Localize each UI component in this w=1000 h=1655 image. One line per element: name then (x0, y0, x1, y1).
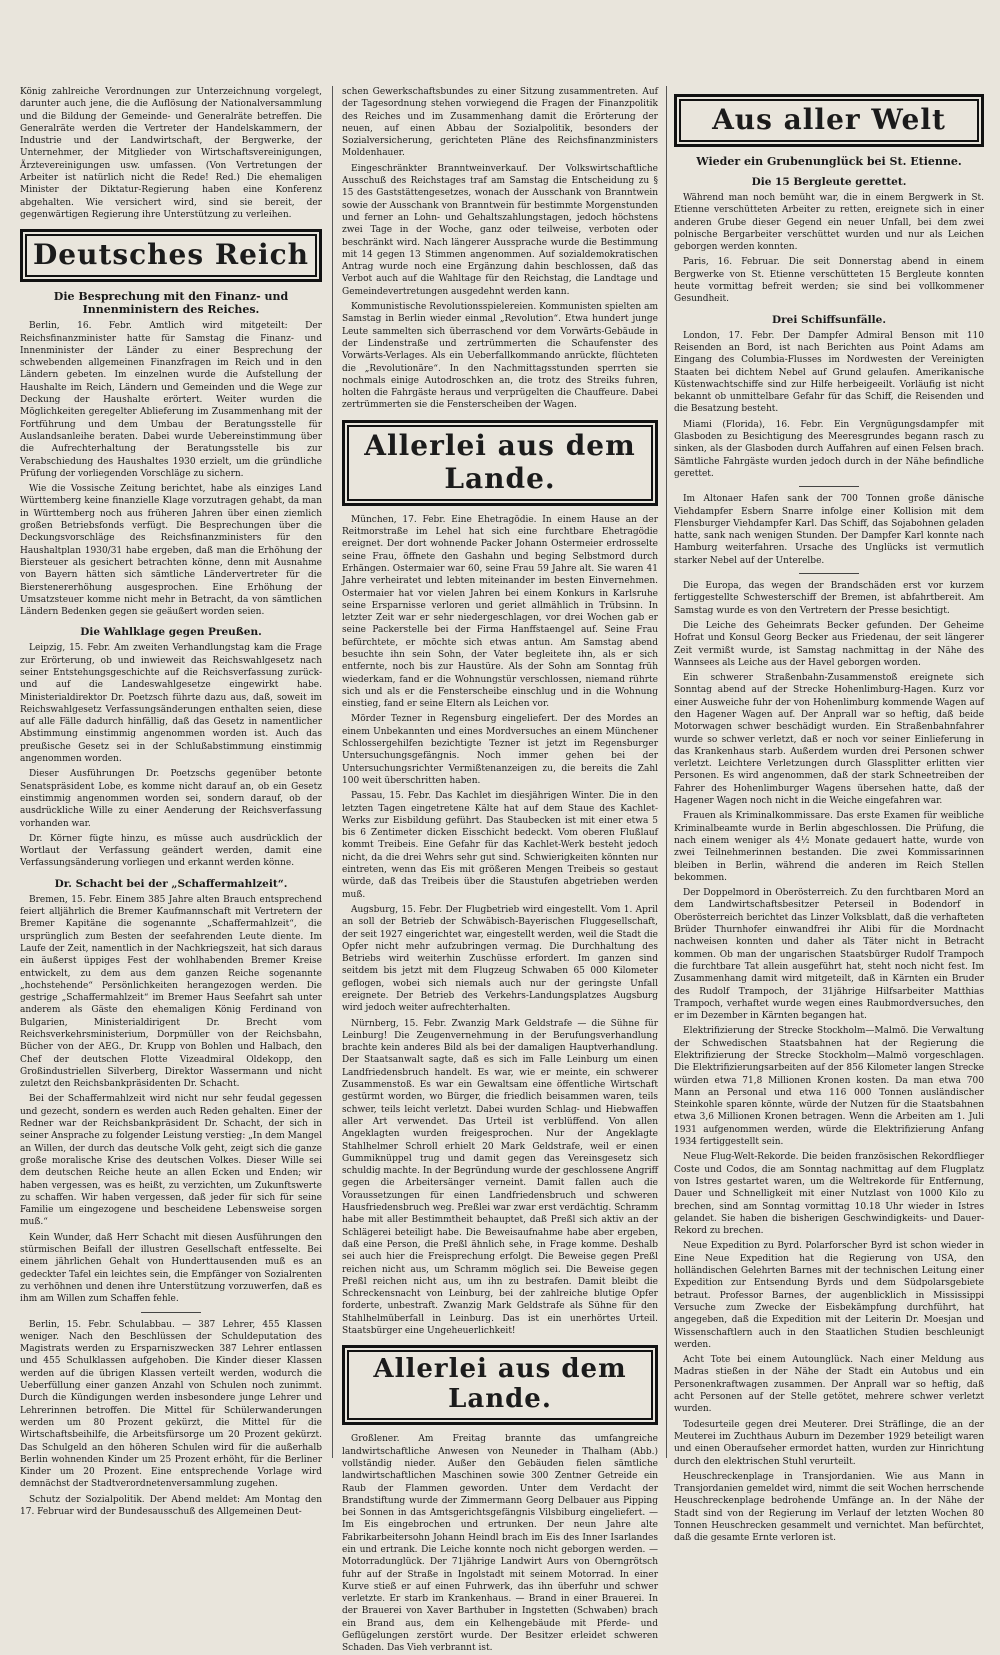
article-paragraph: Während man noch bemüht war, die in einem Bergwerk in St. Etienne verschütteten Arbeiter zu retten, ereignete sich in einer anderen Grube dieser Gegend ein neuer Unfall, bei dem zwei polnische Bergarbeiter verschüttet wurden und nur als Leichen geborgen werden konnten. (674, 193, 984, 253)
article-subheadline: Die 15 Bergleute gerettet. (751, 176, 907, 188)
article-paragraph: Paris, 16. Februar. Die seit Donnerstag abend in einem Bergwerke von St. Etienne verschütteten 15 Bergleute konnten heute vormittag befreit werden; sie sind bei vollkommener Gesundheit. (674, 257, 984, 305)
article-paragraph: Im Altonaer Hafen sank der 700 Tonnen große dänische Viehdampfer Esbern Snarre infolge einer Kollision mit dem Flensburger Viehdampfer Karl. Das Schiff, das Sojabohnen geladen hatte, sank nach wenigen Stunden. Der Dampfer Karl konnte nach Hamburg weiterfahren. Ursache des Unglücks ist vermutlich starker Nebel auf der Unterelbe. (674, 494, 984, 566)
article-paragraph: Ein schwerer Straßenbahn-Zusammenstoß ereignete sich Sonntag abend auf der Strecke Hohenlimburg-Hagen. Kurz vor einer Ausweiche fuhr der von Hohenlimburg kommende Wagen auf den Hagener Wagen auf. Der Anprall war so heftig, daß beide Motorwagen schwer beschädigt wurden. Ein Straßenbahnfahrer wurde so schwer verletzt, daß er noch vor seiner Einlieferung in das Krankenhaus starb. Außerdem wurden drei Personen schwer verletzt. Leichtere Verletzungen durch Glassplitter erlitten vier Personen. Es wird angenommen, daß der stark Schneetreiben der Fahrer des Hohenlimburger Wagens übersehen hatte, daß der Hagener Wagen noch nicht in die Weiche eingefahren war. (674, 673, 984, 807)
section-banner-bayern: Allerlei aus dem Lande. (342, 420, 658, 506)
article-paragraph: Frauen als Kriminalkommissare. Das erste Examen für weibliche Kriminalbeamte wurde in Berlin abgeschlossen. Die Prüfung, die nach einem weniger als 4½ Monate gedauert hatte, wurde von zwei Teilnehmerinnen bestanden. Die zwei Kommissarinnen bleiben in Berlin, während die anderen im Reich Stellen bekommen. (674, 811, 984, 883)
article-paragraph: Miami (Florida), 16. Febr. Ein Vergnügungsdampfer mit Glasboden zu Besichtigung des Meeresgrundes begann rasch zu sinken, als der Glasboden durch Auffahren auf einen Felsen brach. Sämtliche Fahrgäste wurden jedoch durch in der Nähe befindliche gerettet. (674, 419, 984, 479)
article-paragraph: Kommunistische Revolutionsspielereien. Kommunisten spielten am Samstag in Berlin wieder einmal „Revolution“. Etwa hundert junge Leute sammelten sich überraschend vor dem Vorwärts-Gebäude in der Lindenstraße und zertrümmerten die Schaufenster des Vorwärts-Verlages. Als ein Ueberfallkommando anrückte, flüchteten die „Revolutionäre“. In den Nachmittagsstunden sperrten sie nochmals einige Autodroschken an, die trotz des Streiks fuhren, holten die Fahrgäste heraus und verprügelten die Chauffeure. Dabei zertrümmerten sie die Fensterscheiben der Wagen. (342, 302, 658, 411)
article-paragraph: König zahlreiche Verordnungen zur Unterzeichnung vorgelegt, darunter auch jene, die die Auflösung der Nationalversammlung und die Bildung der Gemeinde- und Generalräte betreffen. Die Generalräte werden die Vertreter der Handelskammern, der Industrie und der Landwirtschaft, der Bergwerke, der Unternehmer, der Mitglieder von Wirtschaftsvereinigungen, Ärztevereinigungen usw. umfassen. (Von Vertretungen der Arbeiter ist natürlich nicht die Rede! Red.) Die ehemaligen Minister der Diktatur-Regierung haben eine Konferenz abgehalten. Wie versichert wird, sind sie bereit, der gegenwärtigen Regierung ihre Unterstützung zu verleihen. (20, 87, 322, 220)
column-left (20, 86, 322, 1517)
divider (799, 573, 859, 574)
article-paragraph: Heuschreckenplage in Transjordanien. Wie aus Mann in Transjordanien gemeldet wird, nimmt die seit Wochen herrschende Heuschreckenplage bedrohende Umfänge an. In der Nähe der Stadt sind von der Regierung im Verlauf der letzten Wochen 80 Tonnen Heuschrecken gesammelt und vernichtet. Man befürchtet, daß die gesamte Ernte verloren ist. (674, 1471, 984, 1544)
article-paragraph: Passau, 15. Febr. Das Kachlet im diesjährigen Winter. Die in den letzten Tagen eingetretene Kälte hat auf dem Staue des Kachlet-Werks zur Eisbildung geführt. Das Staubecken ist mit einer etwa 5 bis 6 Zentimeter dicken Eisschicht bedeckt. Vom oberen Flußlauf kommt Treibeis. Eine Gefahr für das Kachlet-Werk besteht jedoch nicht, da die drei Wehrs sehr gut sind. Schwierigkeiten könnten nur eintreten, wenn das Eis mit größeren Mengen Treibeis so gestaut würde, daß das Treibeis über die Staustufen abgetrieben werden muß. (342, 791, 658, 900)
article-paragraph: Großlener. Am Freitag brannte das umfangreiche landwirtschaftliche Anwesen von Neuneder in Thalham (Abb.) vollständig nieder. Außer den Gebäuden fielen sämtliche landwirtschaftlichen Maschinen sowie 300 Zentner Getreide ein Raub der Flammen geworden. Unter dem Verdacht der Brandstiftung wurde der Zimmermann Georg Delbauer aus Pipping bei Sonnen in das Amtsgerichtsgefängnis Vilsbiburg eingeliefert. — Im Eis eingebrochen und ertrunken. Der neun Jahre alte Fabrikarbeitersohn Johann Heindl brach im Eis des Inner Isarlandes ein und ertrank. Die Leiche konnte noch nicht geborgen werden. — Motorradunglück. Der 71jährige Landwirt Aurs von Oberngrötsch fuhr auf der Straße in Ingolstadt mit seinem Motorrad. In einer Kurve stieß er auf einen Fuhrwerk, das ihn überfuhr und schwer verletzte. Er starb im Krankenhaus. — Brand in einer Brauerei. In der Brauerei von Xaver Barthuber in Ingstetten (Schwaben) brach ein Brand aus, dem ein Kelhengebäude mit Pferde- und Geflügelungen zerstört wurde. Der Besitzer erleidet schweren Schaden. Das Vieh verbrannt ist. (342, 1434, 658, 1654)
article-paragraph: Augsburg, 15. Febr. Der Flugbetrieb wird eingestellt. Vom 1. April an soll der Betrieb der Schwäbisch-Bayerischen Fluggesellschaft, der seit 1927 eingerichtet war, eingestellt werden, weil die Stadt die Opfer nicht mehr aufzubringen vermag. Die Durchhaltung des Betriebs wird weiterhin Zuschüsse erfordert. Im ganzen sind seitdem bis jetzt mit dem Flugzeug Schwaben 65 000 Kilometer geflogen, wobei sich niemals auch nur der geringste Unfall ereignete. Der Betrieb des Verkehrs-Landungsplatzes Augsburg wird jedoch weiter aufrechterhalten. (342, 904, 658, 1014)
article-paragraph: Neue Flug-Welt-Rekorde. Die beiden französischen Rekordflieger Coste und Codos, die am Sonntag nachmittag auf dem Flugplatz von Istres gestartet waren, um die Weltrekorde für Entfernung, Dauer und Schnelligkeit mit einer Nutzlast von 1000 Kilo zu brechen, sind am Sonntag vormittag 10.18 Uhr wieder in Istres gelandet. Sie haben die bisherigen Geschwindigkeits- und Dauer-Rekord zu brechen. (674, 1152, 984, 1237)
article-headline: Wieder ein Grubenunglück bei St. Etienne. (696, 155, 962, 168)
article-headline: Drei Schiffsunfälle. (772, 313, 886, 326)
article-paragraph: Dr. Körner fügte hinzu, es müsse auch ausdrücklich der Wortlaut der Verfassung geändert werden, damit eine Verfassungsänderung vorliegen und erkannt werden könne. (20, 833, 322, 869)
section-banner-deutsches-reich: Deutsches Reich (20, 229, 322, 282)
article-headline: Dr. Schacht bei der „Schaffermahlzeit“. (54, 877, 288, 890)
article-paragraph: Berlin, 16. Febr. Amtlich wird mitgeteilt: Der Reichsfinanzminister hatte für Samstag die Finanz- und Innenminister der Länder zu einer Besprechung der schwebenden allgemeinen Finanzfragen im Reich und in den Ländern gebeten. Im einzelnen wurde die Aufstellung der Haushalte im Reich, Ländern und Gemeinden und die Wege zur Deckung der Haushalte erörtert. Weiter wurden die Möglichkeiten geregelter Ablieferung im Zusammenhang mit der Fortführung und dem Umbau der Beratungsstelle für Auslandsanleihe beraten. Dabei wurde Uebereinstimmung über die Aufrechterhaltung der Beratungsstelle bis zur Verabschiedung des Haushaltes 1930 erzielt, um die gründliche Prüfung der vorliegenden Vorschläge zu sichern. (20, 321, 322, 479)
article-paragraph: Todesurteile gegen drei Meuterer. Drei Sträflinge, die an der Meuterei im Zuchthaus Auburn im Dezember 1929 beteiligt waren und einen Oberaufseher ermordet hatten, wurden zur Hinrichtung durch den elektrischen Stuhl verurteilt. (674, 1419, 984, 1467)
article-paragraph: Der Doppelmord in Oberösterreich. Zu den furchtbaren Mord an dem Landwirtschaftsbesitzer Peterseil in Bodendorf in Oberösterreich berichtet das Linzer Volksblatt, daß die verhafteten Brüder Thurnhofer einwandfrei ihr Alibi für die Mordnacht nachweisen konnten und daher als Täter nicht in Betracht kommen. Ob man der ungarischen Staatsbürger Rudolf Trampoch die furchtbare Tat allein ausgeführt hat, steht noch nicht fest. Im Zusammenhang damit wird mitgeteilt, daß in Kärnten ein Bruder des Rudolf Trampoch, der 31jährige Hilfsarbeiter Matthias Trampoch, verhaftet wurde wegen eines Raubmordversuches, den er im Dezember in Kärnten begangen hat. (674, 888, 984, 1022)
article-headline: Die Wahlklage gegen Preußen. (80, 626, 262, 639)
article-paragraph: Dieser Ausführungen Dr. Poetzschs gegenüber betonte Senatspräsident Lobe, es komme nicht darauf an, ob ein Gesetz einstimmig angenommen worden sei, sondern darauf, ob der ausdrückliche Wille zu einer Aenderung der Reichsverfassung vorhanden war. (20, 769, 322, 829)
article-paragraph: London, 17. Febr. Der Dampfer Admiral Benson mit 110 Reisenden an Bord, ist nach Berichten aus Point Adams am Eingang des Columbia-Flusses im Nordwesten der Vereinigten Staaten bei dichtem Nebel auf Grund gelaufen. Amerikanische Küstenwachtschiffe sind zur Hilfe herbeigeeilt. Vorläufig ist nicht bekannt ob unmittelbare Gefahr für das Schiff, die Reisenden und die Besatzung besteht. (674, 330, 984, 415)
article-paragraph: schen Gewerkschaftsbundes zu einer Sitzung zusammentreten. Auf der Tagesordnung stehen vorwiegend die Fragen der Finanzpolitik des Reiches und im Zusammenhang damit die Erörterung der neuen, auf einen Abbau der Sozialpolitik, besonders der Sozialversicherung, gerichteten Pläne des Reichsfinanzministers Moldenhauer. (342, 87, 658, 159)
article-paragraph: Neue Expedition zu Byrd. Polarforscher Byrd ist schon wieder in Eine Neue Expedition hat die Regierung von USA, den holländischen Gelehrten Barnes mit der technischen Leitung einer Expedition zur Entsendung Byrds und dem Südpolarsgebiete betraut. Professor Barnes, der augenblicklich in Mississippi Versuche zum Zwecke der Eisbekämpfung durchführt, hat angegeben, daß die Expedition mit der Leiterin Dr. Moesjan und Wissenschaftlern auch in den Staatlichen Studien beschleunigt werden. (674, 1241, 984, 1350)
column-rule (332, 86, 333, 1458)
article-paragraph: Wie die Vossische Zeitung berichtet, habe als einziges Land Württemberg keine finanzielle Klage vorzutragen gehabt, da man in Württemberg noch aus früheren Jahren über einen ziemlich großen Betriebsfonds verfügt. Die Besprechungen über die Deckungsvorschläge des Reichsfinanzministers für den Haushaltplan 1930/31 habe ergeben, daß man die Erhöhung der Biersteuer als gesichert betrachten könne, denn mit Ausnahme von Bayern hätten sich sämtliche Ländervertreter für die Bierstenererhöhung ausgesprochen. Eine Erhöhung der Umsatzsteuer komme nicht mehr in Betracht, da von sämtlichen Ländern Bedenken gegen sie geäußert worden seien. (20, 484, 322, 618)
article-paragraph: Mörder Tezner in Regensburg eingeliefert. Der des Mordes an einem Unbekannten und eines Mordversuches an einem Münchener Schlossergehilfen bezichtigte Tezner ist jetzt im Regensburger Untersuchungsgefängnis. Noch immer gehen bei der Untersuchungsrichter Vermißtenanzeigen zu, die bereits die Zahl 100 weit überschritten haben. (342, 714, 658, 786)
column-right (674, 86, 984, 1544)
article-paragraph: Die Leiche des Geheimrats Becker gefunden. Der Geheime Hofrat und Konsul Georg Becker aus Friedenau, der seit längerer Zeit vermißt wurde, ist Samstag nachmittag in der Nähe des Wannsees als Leiche aus der Havel geborgen worden. (674, 620, 984, 668)
article-paragraph: München, 17. Febr. Eine Ehetragödie. In einem Hause an der Reitmorstraße im Lehel hat sich eine furchtbare Ehetragödie ereignet. Der dort wohnende Packer Johann Ostermeier erdrosselte seine Frau, öffnete den Gashahn und beging Selbstmord durch Erhängen. Ostermaier war 60, seine Frau 59 Jahre alt. Sie waren 41 Jahre verheiratet und lebten miteinander im besten Einvernehmen. Ostermaier hat vor vielen Jahren bei einem Konkurs in Karlsruhe seine Ersparnisse verloren und geriet allmählich in Trübsinn. In letzter Zeit war er sehr niedergeschlagen, vor drei Wochen gab er seine Packerstelle bei der Firma Hanffstaengel auf. Seine Frau befürchtete, er möchte sich etwas antun. Am Samstag abend besuchte ihn sein Sohn, der Vater begleitete ihn, als er sich entfernte, noch bis zur Haustüre. Als der Sohn am Sonntag früh wiederkam, fand er die Wohnungstür verschlossen, niemand rührte sich und als er die Fensterscheibe einschlug und in die Wohnung einstieg, fand er seine Eltern als Leichen vor. (342, 514, 658, 710)
article-paragraph: Berlin, 15. Febr. Schulabbau. — 387 Lehrer, 455 Klassen weniger. Nach den Beschlüssen der Schuldeputation des Magistrats werden zu Ersparniszwecken 387 Lehrer entlassen und 455 Schulklassen aufgehoben. Die Kinder dieser Klassen werden auf die übrigen Klassen verteilt werden, wodurch die Ueberfüllung einer ganzen Anzahl von Schulen noch zunimmt. Durch die Kündigungen werden insbesondere junge Lehrer und Lehrerinnen betroffen. Die Mittel für Schülerwanderungen werden um 80 Prozent gekürzt, die Mittel für die Wirtschaftsbeihilfe, die Arbeitsfürsorge um 20 Prozent gekürzt. Das Schulgeld an den höheren Schulen wird für die außerhalb Berlin wohnenden Kinder um 25 Prozent erhöht, für die Berliner Kinder um 20 Prozent. Eine entsprechende Vorlage wird demnächst der Stadtverordnetenversammlung zugehen. (20, 1319, 322, 1490)
article-headline: Die Besprechung mit den Finanz- und Innenministern des Reiches. (53, 290, 289, 317)
column-rule (666, 86, 667, 1458)
article-paragraph: Leipzig, 15. Febr. Am zweiten Verhandlungstag kam die Frage zur Erörterung, ob und inwieweit das Reichswahlgesetz nach seiner Entstehungsgeschichte auf die Reichsverfassung zurück- und auf die Landeswahlgesetze eingewirkt habe. Ministerialdirektor Dr. Poetzsch führte dazu aus, daß, soweit im Reichswahlgesetz Verfassungsänderungen enthalten seien, diese auf alle Fälle dadurch hinfällig, daß das Gesetz in namentlicher Abstimmung einstimmig angenommen worden ist. Auch das preußische Gesetz sei in der Schlußabstimmung einstimmig angenommen worden. (20, 643, 322, 765)
article-paragraph: Bremen, 15. Febr. Einem 385 Jahre alten Brauch entsprechend feiert alljährlich die Bremer Kaufmannschaft mit Vertretern der Bremer Kapitäne die sogenannte „Schaffermahlzeit“, die ursprünglich zum Besten der seefahrenden Leute diente. Im Laufe der Zeit, namentlich in der Nachkriegszeit, hat sich daraus ein äußerst üppiges Fest der wohlhabenden Bremer Kreise entwickelt, zu dem aus dem ganzen Reiche sogenannte „hochstehende“ Persönlichkeiten herangezogen werden. Die gestrige „Schaffermahlzeit“ im Bremer Haus Seefahrt sah unter anderem als Gäste den ehemaligen König Ferdinand von Bulgarien, Ministerialdirigent Dr. Brecht vom Reichsverkehrsministerium, Dorpmüller von der Reichsbahn, Bücher von der AEG., Dr. Krupp von Bohlen und Halbach, den Chef der deutschen Flotte Vizeadmiral Oldekopp, den Großindustriellen Silverberg, Direktor Wassermann und nicht zuletzt den Reichsbankpräsidenten Dr. Schacht. (20, 894, 322, 1090)
article-paragraph: Schutz der Sozialpolitik. Der Abend meldet: Am Montag den 17. Februar wird der Bundesausschuß des Allgemeinen Deut- (20, 1494, 322, 1517)
article-paragraph: Bei der Schaffermahlzeit wird nicht nur sehr feudal gegessen und gezecht, sondern es werden auch Reden gehalten. Einer der Redner war der Reichsbankpräsident Dr. Schacht, der sich in seiner Ansprache zu folgender Leistung verstieg: „In dem Mangel an Willen, der durch das deutsche Volk geht, zeigt sich die ganze große moralische Krise des deutschen Volkes. Dieser Wille sei dem deutschen Reiche heute an allen Ecken und Enden; wir haben vergessen, was es heißt, zu verzichten, um Zukunftswerte zu schaffen. Wir haben vergessen, daß jeder für sich für seine Familie um eingezogene und bescheidene Lebensweise sorgen muß.“ (20, 1094, 322, 1228)
article-paragraph: Kein Wunder, daß Herr Schacht mit diesen Ausführungen den stürmischen Beifall der illustren Gesellschaft entfesselte. Bei einem jährlichen Gehalt von Hunderttausenden muß es an gedeckter Tafel ein leichtes sein, die Empfänger von Sozialrenten zu verhöhnen und denen ihre Unterstützung vorzuwerfen, daß es ihm am Willen zum Schaffen fehle. (20, 1232, 322, 1305)
article-paragraph: Nürnberg, 15. Febr. Zwanzig Mark Geldstrafe — die Sühne für Leinburg! Die Zeugenvernehmung in der Berufungsverhandlung brachte kein anderes Bild als bei der damaligen Hauptverhandlung. Der Staatsanwalt sagte, daß es sich im Falle Leinburg um einen Landfriedensbruch handelt. Es war, wie er meinte, ein schwerer Zusammenstoß. Es war ein Gewaltsam eine öffentliche Wirtschaft gestürmt worden, wo Bürger, die friedlich beisammen waren, teils schwer, teils leicht verletzt. Dabei wurden Schlag- und Hiebwaffen aller Art verwendet. Das Urteil ist verblüffend. Von allen Angeklagten wurden freigesprochen. Nur der Angeklagte Stahlhelmer Schroll erhielt 20 Mark Geldstrafe, weil er einen Gummiknüppel trug und damit gegen das Vereinsgesetz sich schuldig machte. In der Begründung wurde der geschlossene Angriff gegen die Arbeitersänger verneint. Damit fallen auch die Voraussetzungen für einen Landfriedensbruch und schweren Hausfriedensbruch weg. Preßlei war zwar erst verdächtig. Schramm habe mit aller Bestimmtheit behauptet, daß Preßl sich aktiv an der Schlägerei beteiligt habe. Die Beweisaufnahme habe aber ergeben, daß eine Person, die Preßl ähnlich sehe, in Frage komme. Deshalb sei auch hier die Freisprechung erfolgt. Die Beweise gegen Preßl reichen nicht aus, um Schramm möglich sei. Die Beweise gegen Preßl reichen nicht aus, um ihn zu bestrafen. Damit bleibt die Schreckensnacht von Leinburg, bei der zahlreiche blutige Opfer forderte, unbestraft. Zwanzig Mark Geldstrafe als Sühne für den Stahlhelmüberfall in Leinburg. Das ist ein unerhörtes Urteil. Staatsbürger eine Ungeheuerlichkeit! (342, 1018, 658, 1337)
article-paragraph: Elektrifizierung der Strecke Stockholm—Malmö. Die Verwaltung der Schwedischen Staatsbahnen hat der Regierung die Elektrifizierung der Strecke Stockholm—Malmö vorgeschlagen. Die Elektrifizierungsarbeiten auf der 856 Kilometer langen Strecke würden etwa 71,8 Millionen Kronen kosten. Da man etwa 700 Mann an Personal und etwa 116 000 Tonnen ausländischer Steinkohle sparen könnte, würde der Nutzen für die Staatsbahnen etwa 3,6 Millionen Kronen betragen. Wenn die Arbeiten am 1. Juli 1931 aufgenommen werden, würde die Elektrifizierung Anfang 1934 fertiggestellt sein. (674, 1026, 984, 1148)
article-paragraph: Acht Tote bei einem Autounglück. Nach einer Meldung aus Madras stießen in der Nähe der Stadt ein Autobus und ein Personenkraftwagen zusammen. Der Anprall war so heftig, daß acht Personen auf der Stelle getötet, mehrere schwer verletzt wurden. (674, 1355, 984, 1415)
divider (799, 486, 859, 487)
divider (141, 1312, 201, 1313)
article-paragraph: Eingeschränkter Branntweinverkauf. Der Volkswirtschaftliche Ausschuß des Reichstages traf am Samstag die Entscheidung zu § 15 des Gaststättengesetzes, wonach der Ausschank von Branntwein sowie der Ausschank von Branntwein für bestimmte Morgenstunden und ferner an Lohn- und Gehaltszahlungstagen, jedoch höchstens zwei Tage in der Woche, ganz oder teilweise, verboten oder beschränkt wird. Nach längerer Aussprache wurde die Bestimmung mit 14 gegen 13 Stimmen angenommen. Auf sozialdemokratischen Antrag wurde noch eine Ergänzung dahin beschlossen, daß das Verbot auch auf die Wahltage für den Reichstag, die Landtage und Gemeindevertretungen ausgedehnt werden kann. (342, 163, 658, 297)
section-banner-aus-aller-welt: Aus aller Welt (674, 94, 984, 147)
section-banner-allerlei: Allerlei aus dem Lande. (342, 1345, 658, 1425)
column-middle (342, 86, 658, 1654)
article-paragraph: Die Europa, das wegen der Brandschäden erst vor kurzem fertiggestellte Schwesterschiff der Bremen, ist abfahrtbereit. Am Samstag wurde es von den Vertretern der Presse besichtigt. (674, 581, 984, 616)
